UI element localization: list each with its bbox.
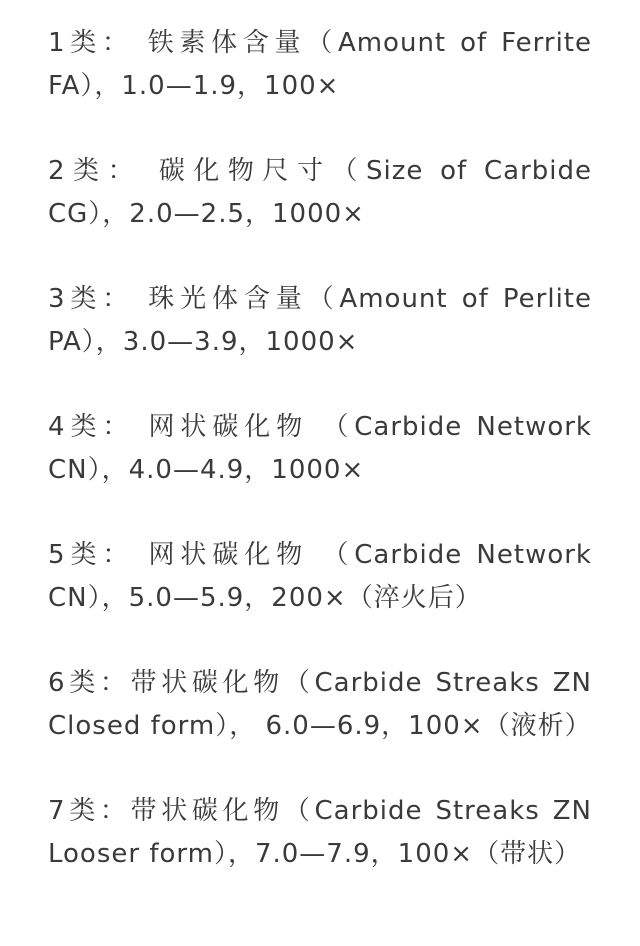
- class-7-description: 7类：带状碳化物（Carbide Streaks ZN Looser form），7.0—7.9，100×（带状）: [48, 796, 592, 869]
- class-2-description: 2类： 碳化物尺寸（Size of Carbide CG），2.0—2.5，1000×: [48, 156, 592, 229]
- class-4-description: 4类： 网状碳化物 （Carbide Network CN），4.0—4.9，1000×: [48, 412, 592, 485]
- class-1-description: 1类： 铁素体含量（Amount of Ferrite FA），1.0—1.9，100×: [48, 28, 592, 101]
- class-6-description: 6类：带状碳化物（Carbide Streaks ZN Closed form）， 6.0—6.9，100×（液析）: [48, 668, 592, 741]
- class-5-description: 5类： 网状碳化物 （Carbide Network CN），5.0—5.9，200×（淬火后）: [48, 540, 592, 613]
- class-3-description: 3类： 珠光体含量（Amount of Perlite PA），3.0—3.9，1000×: [48, 284, 592, 357]
